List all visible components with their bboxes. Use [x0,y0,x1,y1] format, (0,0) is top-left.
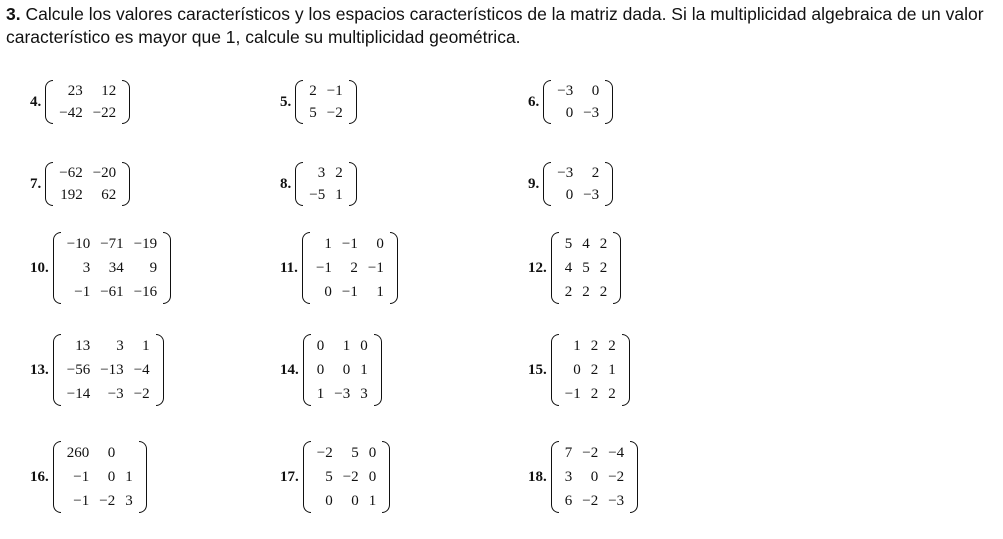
matrix-entry: 3 [317,165,326,181]
matrix-entry: −61 [100,284,124,300]
matrix-entry: 3 [82,260,91,276]
matrix-entry: 23 [67,83,83,99]
matrix-entry: 4 [564,260,573,276]
problem-label: 16. [30,468,49,485]
matrix-entry: 12 [101,83,117,99]
matrix-entry: 2 [599,284,608,300]
matrix-entry: 0 [591,83,600,99]
matrix-entry: 1 [125,469,133,485]
matrix-entry: −10 [66,236,91,252]
matrix [303,441,390,513]
problem-label: 13. [30,361,49,378]
matrix-entry: −3 [107,386,124,402]
problem-label: 6. [528,93,540,110]
matrix-entry: 2 [590,338,599,354]
matrix-entry: 3 [125,493,133,509]
matrix-entry: −4 [133,362,150,378]
matrix-entry: −2 [326,105,343,121]
problem-label: 7. [30,175,42,192]
matrix-entry: −2 [342,469,359,485]
matrix-entry: 6 [564,493,573,509]
matrix-entry: −5 [309,187,326,203]
matrix [551,232,622,304]
problem-14 [280,334,382,406]
matrix-entry: 0 [107,445,116,461]
matrix-entry: −1 [341,284,358,300]
matrix-entry: −3 [583,105,600,121]
problem-13 [30,334,164,406]
matrix-entry: −1 [326,83,343,99]
matrix-entry: 1 [142,338,150,354]
matrix-entry: −19 [133,236,158,252]
matrix-entry: 3 [360,386,368,402]
matrix-entry: 3 [116,338,124,354]
matrix-entry: 1 [360,362,368,378]
matrix-entry: 1 [573,338,581,354]
matrix-entry: 4 [582,236,590,252]
matrix-entry: 1 [335,187,343,203]
matrix [45,162,130,206]
matrix-entry: 0 [342,362,351,378]
matrix-entry: −4 [608,445,625,461]
matrix-entry: 7 [564,445,573,461]
problem-label: 5. [280,93,292,110]
matrix [295,162,356,206]
matrix-entry: 2 [590,362,599,378]
matrix-entry: −1 [341,236,358,252]
problem-label: 17. [280,468,299,485]
matrix-entry: 0 [573,362,581,378]
problem-label: 9. [528,175,540,192]
matrix-entry: 62 [101,187,117,203]
matrix-entry: −1 [73,469,90,485]
matrix-entry: −20 [92,165,117,181]
matrix-entry: 2 [309,83,317,99]
matrix-entry: 5 [351,445,359,461]
matrix-entry: −13 [100,362,124,378]
matrix-entry: 5 [582,260,590,276]
matrix-entry: 0 [360,338,368,354]
matrix-entry: 1 [368,493,377,509]
matrix-entry: 1 [324,236,332,252]
matrix-entry: 13 [75,338,91,354]
problem-6 [528,80,613,124]
problem-label: 14. [280,361,299,378]
problem-11 [280,232,398,304]
problem-label: 8. [280,175,292,192]
matrix-entry: −3 [608,493,625,509]
matrix-entry: 9 [149,260,158,276]
matrix-entry: 0 [376,236,384,252]
problem-label: 10. [30,259,49,276]
matrix-entry: −2 [582,493,599,509]
problem-label: 11. [280,259,298,276]
matrix-entry: 0 [324,284,332,300]
matrix-entry: −2 [582,445,599,461]
problem-label: 12. [528,259,547,276]
problem-15 [528,334,630,406]
matrix-entry: 2 [608,386,616,402]
matrix-entry: 1 [342,338,351,354]
matrix-entry: −3 [583,187,600,203]
matrix-entry: 0 [565,187,574,203]
matrix-entry: −2 [133,386,150,402]
problem-4 [30,80,130,124]
exercise-number: 3. [6,4,21,24]
problem-8 [280,162,357,206]
matrix-entry: 2 [335,165,343,181]
matrix-entry [120,441,138,465]
matrix-entry: 0 [565,105,574,121]
problem-17 [280,441,390,513]
problem-16 [30,441,147,513]
problem-label: 15. [528,361,547,378]
problem-label: 18. [528,468,547,485]
matrix-entry: 2 [608,338,616,354]
problem-12 [528,232,621,304]
matrix-entry: 1 [316,386,325,402]
matrix-entry: −2 [608,469,625,485]
exercise-heading [6,3,996,49]
problem-18 [528,441,638,513]
matrix [53,232,171,304]
matrix [303,334,382,406]
matrix-entry: 0 [316,338,325,354]
matrix-entry: −3 [557,83,574,99]
matrix-entry: −42 [59,105,83,121]
problem-10 [30,232,171,304]
matrix-entry: −62 [59,165,83,181]
matrix-entry: −2 [99,493,116,509]
matrix [45,80,130,124]
matrix-entry: 2 [582,284,590,300]
matrix-entry: −1 [315,260,332,276]
matrix-entry: −1 [564,386,581,402]
matrix-entry: −1 [74,284,91,300]
matrix-entry: 5 [564,236,573,252]
matrix-entry: 260 [66,445,90,461]
matrix-entry: 3 [564,469,573,485]
matrix-entry: 0 [590,469,599,485]
problem-label: 4. [30,93,42,110]
matrix-entry: −14 [66,386,91,402]
matrix-entry: −1 [367,260,384,276]
matrix [53,441,147,513]
matrix-entry: 1 [376,284,384,300]
matrix-entry: 0 [316,362,325,378]
matrix-entry: 2 [564,284,573,300]
matrix-entry: 5 [309,105,317,121]
matrix-entry: −71 [100,236,124,252]
matrix-entry: −1 [73,493,90,509]
matrix-entry: 5 [325,469,333,485]
matrix-entry: −56 [66,362,91,378]
matrix-entry: 0 [325,493,333,509]
matrix [551,441,638,513]
matrix-entry: 2 [591,165,600,181]
matrix-entry: 0 [351,493,359,509]
matrix-entry: 2 [599,260,608,276]
matrix [543,162,613,206]
matrix-entry: 0 [368,445,377,461]
matrix-entry: −16 [133,284,158,300]
matrix-entry: 2 [599,236,608,252]
matrix-entry: 0 [107,469,116,485]
matrix-entry: −3 [334,386,351,402]
matrix [302,232,398,304]
matrix-entry: −3 [557,165,574,181]
matrix [295,80,356,124]
matrix-entry: −2 [316,445,333,461]
problem-7 [30,162,130,206]
matrix [543,80,613,124]
exercise-instructions: Calcule los valores característicos y los espacios característicos de la matriz dada. Si la multiplicidad algebraica de un valor característico es mayor que 1, calcule su multiplicidad geométrica. [6,4,984,47]
matrix [53,334,164,406]
matrix-entry: −22 [92,105,117,121]
matrix [551,334,630,406]
problem-9 [528,162,613,206]
matrix-entry: 1 [608,362,616,378]
matrix-entry: 34 [108,260,124,276]
problem-5 [280,80,357,124]
matrix-entry: 2 [590,386,599,402]
matrix-entry: 0 [368,469,377,485]
matrix-entry: 2 [350,260,358,276]
matrix-entry: 192 [60,187,83,203]
